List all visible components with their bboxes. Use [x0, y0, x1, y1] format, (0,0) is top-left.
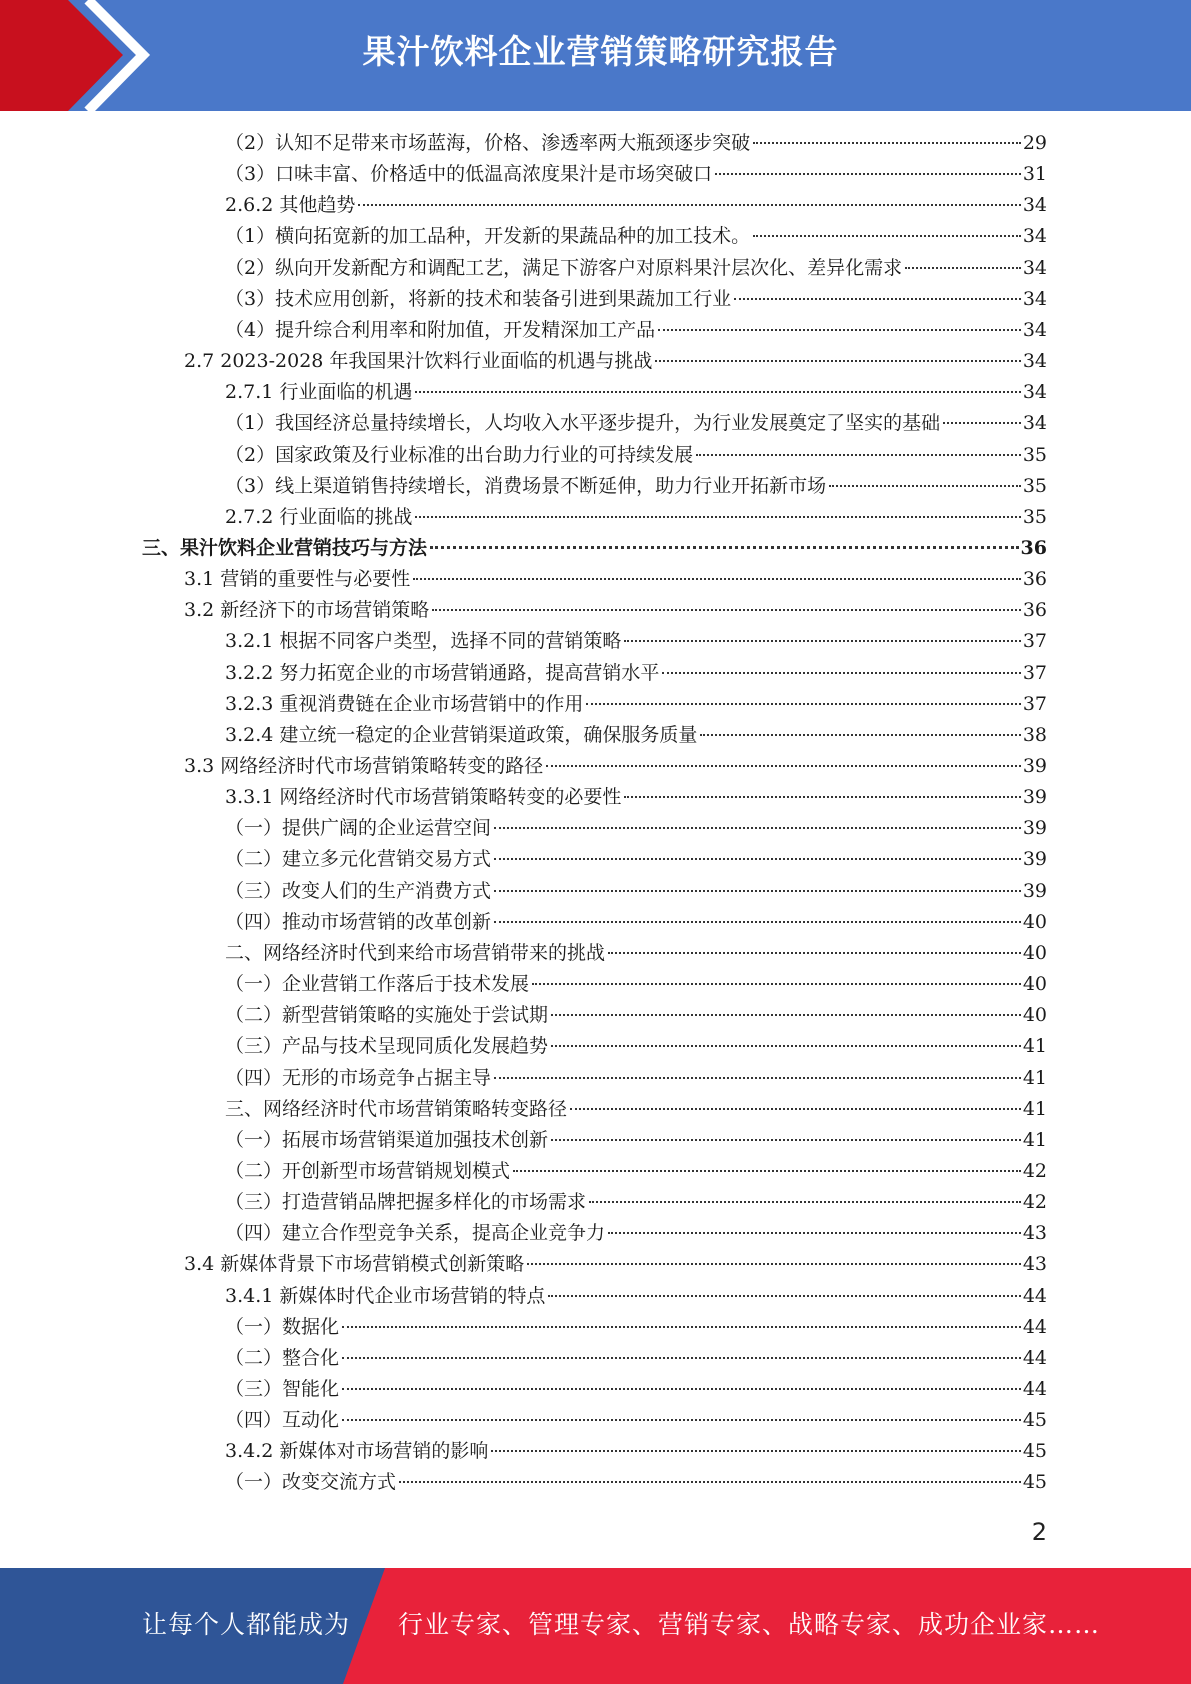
toc-entry-page: 37	[1022, 661, 1047, 684]
toc-entry-page: 40	[1022, 1004, 1047, 1027]
toc-entry-title: 2.7.1 行业面临的机遇	[225, 381, 413, 404]
toc-entry-title: （四）推动市场营销的改革创新	[225, 910, 492, 933]
toc-entry-page: 45	[1022, 1440, 1047, 1463]
page-number: 2	[1031, 1518, 1047, 1546]
page-footer	[0, 1568, 1191, 1684]
toc-dot-leader	[399, 1481, 1021, 1483]
toc-entry-title: （四）无形的市场竞争占据主导	[225, 1066, 492, 1089]
toc-entry[interactable]	[225, 1467, 1047, 1498]
toc-dot-leader	[608, 1232, 1021, 1234]
toc-entry-page: 39	[1022, 817, 1047, 840]
toc-entry-title: （三）打造营销品牌把握多样化的市场需求	[225, 1191, 587, 1214]
toc-entry-page: 35	[1022, 474, 1047, 497]
toc-dot-leader	[494, 921, 1021, 923]
toc-entry-page: 45	[1022, 1471, 1047, 1494]
toc-entry-page: 36	[1022, 568, 1047, 591]
toc-entry[interactable]	[225, 1312, 1047, 1343]
toc-dot-leader	[570, 1108, 1021, 1110]
toc-entry-title: （一）改变交流方式	[225, 1471, 397, 1494]
toc-entry-title: 3.2 新经济下的市场营销策略	[184, 599, 430, 622]
toc-entry-page: 34	[1022, 318, 1047, 341]
toc-entry-title: （三）改变人们的生产消费方式	[225, 879, 492, 902]
toc-entry-page: 39	[1022, 755, 1047, 777]
toc-entry-page: 41	[1022, 1035, 1047, 1058]
toc-entry[interactable]	[225, 1436, 1047, 1467]
toc-entry-page: 34	[1022, 256, 1047, 279]
toc-entry-page: 34	[1022, 225, 1047, 248]
toc-entry[interactable]	[184, 1249, 1047, 1280]
toc-entry-title: （一）提供广阔的企业运营空间	[225, 817, 492, 840]
toc-entry-page: 29	[1022, 132, 1047, 154]
toc-dot-leader	[494, 1077, 1021, 1079]
toc-entry[interactable]	[225, 1187, 1047, 1218]
toc-entry-page: 35	[1022, 443, 1047, 466]
toc-dot-leader	[513, 1170, 1021, 1172]
toc-entry[interactable]	[184, 346, 1047, 377]
toc-entry[interactable]	[225, 782, 1047, 813]
toc-dot-leader	[551, 1045, 1021, 1047]
toc-entry-title: 3.1 营销的重要性与必要性	[184, 568, 411, 591]
toc-dot-leader	[413, 578, 1021, 580]
toc-entry[interactable]	[225, 315, 1047, 346]
toc-entry-title: （四）互动化	[225, 1409, 340, 1432]
toc-dot-leader	[494, 827, 1021, 829]
toc-entry[interactable]	[225, 1374, 1047, 1405]
toc-dot-leader	[430, 546, 1019, 549]
toc-entry-title: （一）数据化	[225, 1315, 340, 1338]
toc-entry-title: 三、果汁饮料企业营销技巧与方法	[142, 536, 428, 559]
toc-dot-leader	[342, 1419, 1021, 1421]
toc-entry-page: 31	[1022, 163, 1047, 186]
toc-entry-title: （三）产品与技术呈现同质化发展趋势	[225, 1035, 549, 1058]
toc-entry-title: 2.6.2 其他趋势	[225, 194, 356, 217]
toc-entry-title: （1）横向拓宽新的加工品种，开发新的果蔬品种的加工技术。	[225, 225, 751, 248]
toc-entry-title: （二）开创新型市场营销规划模式	[225, 1159, 511, 1182]
toc-entry-page: 34	[1022, 287, 1047, 310]
report-title: 果汁饮料企业营销策略研究报告	[362, 32, 839, 71]
toc-dot-leader	[546, 765, 1021, 767]
toc-dot-leader	[342, 1326, 1021, 1328]
toc-entry-title: 3.2.2 努力拓宽企业的市场营销通路，提高营销水平	[225, 661, 660, 684]
toc-entry-title: 3.3.1 网络经济时代市场营销策略转变的必要性	[225, 786, 622, 809]
toc-entry-page: 34	[1022, 412, 1047, 435]
toc-entry-page: 41	[1022, 1066, 1047, 1089]
toc-entry-title: （四）建立合作型竞争关系，提高企业竞争力	[225, 1222, 606, 1245]
toc-entry[interactable]	[225, 1218, 1047, 1249]
toc-entry-title: 2.7.2 行业面临的挑战	[225, 505, 413, 528]
toc-dot-leader	[696, 454, 1021, 456]
toc-entry-title: 3.2.1 根据不同客户类型，选择不同的营销策略	[225, 630, 622, 653]
toc-dot-leader	[753, 142, 1021, 144]
toc-entry[interactable]	[225, 813, 1047, 844]
toc-entry-title: （三）智能化	[225, 1378, 340, 1400]
toc-entry[interactable]	[225, 1063, 1047, 1094]
toc-entry-title: （2）认知不足带来市场蓝海，价格、渗透率两大瓶颈逐步突破	[225, 132, 751, 154]
toc-entry-page: 41	[1022, 1097, 1047, 1120]
toc-entry-page: 36	[1022, 599, 1047, 622]
toc-entry-title: 3.4.1 新媒体时代企业市场营销的特点	[225, 1284, 546, 1307]
toc-entry[interactable]	[184, 564, 1047, 595]
toc-entry-page: 37	[1022, 692, 1047, 715]
toc-entry-title: （4）提升综合利用率和附加值，开发精深加工产品	[225, 318, 656, 341]
toc-dot-leader	[551, 1014, 1021, 1016]
toc-dot-leader	[624, 640, 1020, 642]
toc-entry-page: 42	[1022, 1191, 1047, 1214]
toc-entry-title: 3.3 网络经济时代市场营销策略转变的路径	[184, 755, 544, 777]
toc-entry-title: 3.4.2 新媒体对市场营销的影响	[225, 1440, 489, 1463]
toc-entry-page: 39	[1022, 848, 1047, 871]
toc-dot-leader	[829, 485, 1021, 487]
toc-dot-leader	[655, 360, 1020, 362]
toc-entry-page: 40	[1022, 973, 1047, 996]
toc-dot-leader	[586, 703, 1020, 705]
toc-dot-leader	[753, 235, 1021, 237]
toc-dot-leader	[608, 952, 1021, 954]
toc-dot-leader	[715, 173, 1021, 175]
toc-entry-page: 34	[1022, 350, 1047, 373]
toc-entry-page: 36	[1020, 536, 1047, 559]
toc-entry[interactable]	[184, 595, 1047, 626]
toc-entry-page: 44	[1022, 1378, 1047, 1400]
toc-entry[interactable]	[225, 720, 1047, 751]
toc-entry[interactable]	[225, 1031, 1047, 1062]
toc-entry[interactable]	[225, 159, 1047, 190]
toc-dot-leader	[624, 796, 1020, 798]
toc-entry-page: 39	[1022, 786, 1047, 809]
toc-dot-leader	[491, 1450, 1020, 1452]
toc-dot-leader	[342, 1388, 1021, 1390]
toc-entry[interactable]	[225, 907, 1047, 938]
toc-dot-leader	[700, 734, 1020, 736]
toc-entry-title: 二、网络经济时代到来给市场营销带来的挑战	[225, 941, 606, 964]
toc-entry-title: （3）口味丰富、价格适中的低温高浓度果汁是市场突破口	[225, 163, 713, 186]
toc-entry-page: 41	[1022, 1128, 1047, 1151]
toc-dot-leader	[734, 298, 1021, 300]
toc-entry[interactable]	[225, 1125, 1047, 1156]
toc-entry-title: （二）建立多元化营销交易方式	[225, 848, 492, 871]
toc-entry-title: （3）线上渠道销售持续增长，消费场景不断延伸，助力行业开拓新市场	[225, 474, 827, 497]
toc-entry[interactable]	[225, 626, 1047, 657]
toc-entry-title: 3.2.3 重视消费链在企业市场营销中的作用	[225, 692, 584, 715]
toc-entry[interactable]	[225, 190, 1047, 221]
toc-entry-title: （一）拓展市场营销渠道加强技术创新	[225, 1128, 549, 1151]
toc-entry-title: （3）技术应用创新，将新的技术和装备引进到果蔬加工行业	[225, 287, 732, 310]
toc-entry-title: （二）整合化	[225, 1346, 340, 1369]
page-header	[0, 0, 1191, 111]
toc-entry-page: 43	[1022, 1222, 1047, 1245]
toc-entry[interactable]	[225, 1094, 1047, 1125]
toc-dot-leader	[943, 422, 1021, 424]
toc-entry-page: 34	[1022, 194, 1047, 217]
toc-entry[interactable]	[225, 658, 1047, 689]
toc-dot-leader	[551, 1139, 1021, 1141]
toc-entry[interactable]	[225, 253, 1047, 284]
toc-dot-leader	[415, 516, 1020, 518]
toc-dot-leader	[548, 1295, 1020, 1297]
toc-entry-page: 44	[1022, 1346, 1047, 1369]
toc-entry-page: 40	[1022, 941, 1047, 964]
toc-entry-page: 34	[1022, 381, 1047, 404]
toc-entry[interactable]	[225, 876, 1047, 907]
toc-entry-page: 44	[1022, 1315, 1047, 1338]
toc-entry[interactable]	[225, 440, 1047, 471]
toc-entry[interactable]	[142, 533, 1047, 564]
toc-entry-title: （一）企业营销工作落后于技术发展	[225, 973, 530, 996]
toc-dot-leader	[589, 1201, 1021, 1203]
toc-entry[interactable]	[225, 284, 1047, 315]
toc-entry[interactable]	[225, 221, 1047, 252]
footer-slogan-right: 行业专家、管理专家、营销专家、战略专家、成功企业家……	[398, 1610, 1101, 1639]
toc-entry[interactable]	[225, 471, 1047, 502]
toc-entry[interactable]	[225, 938, 1047, 969]
toc-entry-title: 3.4 新媒体背景下市场营销模式创新策略	[184, 1253, 525, 1276]
toc-entry[interactable]	[225, 128, 1047, 159]
toc-entry[interactable]	[225, 689, 1047, 720]
toc-entry[interactable]	[225, 1156, 1047, 1187]
toc-dot-leader	[662, 672, 1020, 674]
toc-entry-title: 三、网络经济时代市场营销策略转变路径	[225, 1097, 568, 1120]
toc-entry[interactable]	[225, 1343, 1047, 1374]
toc-entry[interactable]	[225, 1405, 1047, 1436]
toc-dot-leader	[494, 858, 1021, 860]
footer-slogan-left: 让每个人都能成为	[142, 1610, 351, 1639]
toc-dot-leader	[432, 609, 1021, 611]
toc-entry-title: （2）国家政策及行业标准的出台助力行业的可持续发展	[225, 443, 694, 466]
toc-entry-page: 45	[1022, 1409, 1047, 1432]
toc-entry-page: 37	[1022, 630, 1047, 653]
toc-dot-leader	[905, 267, 1021, 269]
toc-entry-title: （2）纵向开发新配方和调配工艺，满足下游客户对原料果汁层次化、差异化需求	[225, 256, 903, 279]
toc-dot-leader	[415, 391, 1020, 393]
toc-dot-leader	[358, 204, 1020, 206]
toc-entry-title: （二）新型营销策略的实施处于尝试期	[225, 1004, 549, 1027]
toc-dot-leader	[494, 890, 1021, 892]
toc-dot-leader	[532, 983, 1021, 985]
toc-entry-title: （1）我国经济总量持续增长，人均收入水平逐步提升，为行业发展奠定了坚实的基础	[225, 412, 941, 435]
toc-entry-page: 35	[1022, 505, 1047, 528]
toc-entry-page: 44	[1022, 1284, 1047, 1307]
toc-entry[interactable]	[225, 1000, 1047, 1031]
toc-entry[interactable]	[225, 408, 1047, 439]
toc-entry[interactable]	[225, 1281, 1047, 1312]
toc-entry-page: 40	[1022, 910, 1047, 933]
toc-entry[interactable]	[225, 969, 1047, 1000]
toc-dot-leader	[658, 329, 1021, 331]
toc-entry[interactable]	[184, 751, 1047, 782]
toc-entry-page: 38	[1022, 723, 1047, 746]
toc-entry[interactable]	[225, 502, 1047, 533]
toc-entry-page: 42	[1022, 1159, 1047, 1182]
toc-entry-title: 3.2.4 建立统一稳定的企业营销渠道政策，确保服务质量	[225, 723, 698, 746]
toc-entry-page: 39	[1022, 879, 1047, 902]
toc-entry-title: 2.7 2023-2028 年我国果汁饮料行业面临的机遇与挑战	[184, 350, 653, 373]
toc-dot-leader	[527, 1263, 1021, 1265]
toc-entry[interactable]	[225, 377, 1047, 408]
toc-entry[interactable]	[225, 844, 1047, 875]
toc-dot-leader	[342, 1357, 1021, 1359]
toc-entry-page: 43	[1022, 1253, 1047, 1276]
